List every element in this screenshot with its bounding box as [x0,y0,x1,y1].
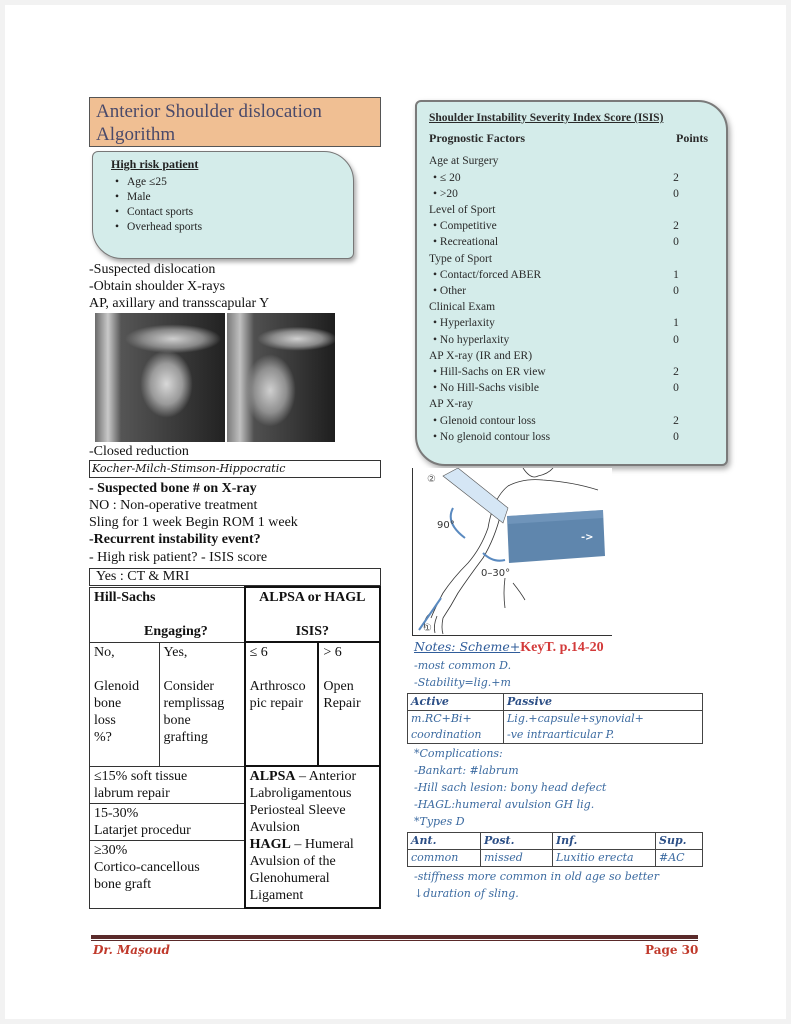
text-line: -ve intraarticular P. [507,728,615,741]
step-obtain-xrays: -Obtain shoulder X-rays [89,279,226,294]
yes-engaging-cell [159,642,245,766]
text-line: m.RC+Bi+ [411,712,472,725]
points-value: 0 [673,430,679,443]
list-item: • Age ≤25 [127,175,353,190]
hagl-definition: – Humeral Avulsion of the Glenohumeral Ligament [249,837,354,903]
text-line: Glenoid [94,678,140,694]
reduction-methods-box: Kocher-Milch-Stimson-Hippocratic [89,460,381,478]
factor-label: • Recreational [429,234,498,250]
engaging-label: Engaging? [144,623,208,639]
isis-group-name: AP X-ray (IR and ER) [429,349,533,362]
isis-score-box [415,100,728,466]
text-line: Open [323,679,354,694]
angle-0-30-label: 0–30° [481,568,511,579]
text-line: coordination [411,728,482,741]
step-suspected-bone-fracture: - Suspected bone # on X-ray [89,481,257,496]
factor-label: • Other [429,283,466,299]
list-item: • Overhead sports [127,220,353,235]
text-line: ≥30% [94,842,128,858]
notes-scheme-label: Notes: Scheme+ [414,639,521,654]
factor-label: • ≤ 20 [429,170,461,186]
list-item: • Contact sports [127,205,353,220]
step-suspected-dislocation: -Suspected dislocation [89,262,216,277]
latarjet-cell [90,803,245,840]
stiffness-note-cont: ↓duration of sling. [414,887,519,900]
factor-label: • No glenoid contour loss [429,429,550,445]
isis-group-name: Age at Surgery [429,155,499,168]
complication-bankart: -Bankart: #labrum [414,764,519,777]
passive-header: Passive [504,694,703,711]
points-value: 2 [673,366,679,379]
isis-row [429,332,712,348]
factor-label: • Hyperlaxity [429,315,495,331]
isis-row [429,170,712,186]
gt6-detail [323,678,375,712]
isis-row [429,218,712,234]
complication-hagl: -HAGL:humeral avulsion GH lig. [414,798,595,811]
step-xray-views: AP, axillary and transscapular Y [89,296,270,311]
isis-title: Shoulder Instability Severity Index Score (ISIS) [429,112,664,124]
text-line: labrum repair [94,785,170,801]
prognostic-factors-header: Prognostic Factors [429,131,526,146]
yes-label: Yes, [163,644,188,660]
isis-row [429,234,712,250]
text-line: bone [163,712,191,728]
points-value: 2 [673,171,679,184]
factor-label: • >20 [429,186,458,202]
isis-group [429,153,712,202]
factor-label: • Hill-Sachs on ER view [429,364,546,380]
step-sling: Sling for 1 week Begin ROM 1 week [89,515,298,530]
notes-heading [414,639,604,656]
alpsa-definition: – Anterior Labroligamentous Periosteal Sleeve Avulsion [249,769,357,835]
alpsa-hagl-header [245,587,380,642]
text-line: remplissag [163,695,225,711]
text-line: Latarjet procedur [94,822,191,838]
arm-sling-drawing [413,468,612,636]
stiffness-note: -stiffness more common in old age so better [414,870,659,883]
points-value: 1 [673,268,679,281]
type-sup-value: #AC [656,850,703,867]
step-2-marker: ② [427,474,436,485]
no-label: No, [94,644,115,660]
decision-table [89,586,381,909]
note-line: -most common D. [414,659,512,672]
type-ant-header: Ant. [408,833,481,850]
isis-group [429,251,712,300]
isis-row [429,429,712,445]
factor-label: • Contact/forced ABER [429,267,541,283]
isis-row [429,283,712,299]
text-line: %? [94,729,112,745]
isis-group-name: AP X-ray [429,398,473,411]
isis-header-row [429,130,712,146]
isis-group-name: Level of Sport [429,204,496,217]
isis-group [429,348,712,397]
isis-question-label: ISIS? [295,624,330,639]
complication-hill-sachs: -Hill sach lesion: bony head defect [414,781,607,794]
text-line: Repair [323,696,361,711]
le6-label: ≤ 6 [249,645,268,660]
alpsa-hagl-label: ALPSA or HAGL [259,590,366,605]
no-detail [94,678,155,746]
footer-divider [91,935,698,939]
alpsa-term: ALPSA [249,769,296,784]
isis-row [429,186,712,202]
factor-label: • No hyperlaxity [429,332,509,348]
step-non-operative: NO : Non-operative treatment [89,498,258,513]
passive-cell [504,711,703,744]
points-value: 0 [673,285,679,298]
hill-sachs-label: Hill-Sachs [94,589,156,605]
text-line: 15-30% [94,805,139,821]
active-cell [408,711,504,744]
isis-group [429,299,712,348]
type-ant-value: common [408,850,481,867]
isis-row [429,315,712,331]
no-engaging-cell [90,642,160,766]
text-line: loss [94,712,116,728]
sling-arrow-label: -> [581,532,594,543]
isis-le6-cell [245,642,319,766]
type-sup-header: Sup. [656,833,703,850]
step-closed-reduction: -Closed reduction [89,444,189,459]
active-header: Active [408,694,504,711]
text-line: bone [94,695,122,711]
points-value: 0 [673,187,679,200]
text-line: grafting [163,729,208,745]
isis-row [429,413,712,429]
text-line: pic repair [249,696,303,711]
soft-tissue-repair-cell [90,766,245,803]
stability-table [407,693,703,744]
text-line: bone graft [94,876,152,892]
type-post-header: Post. [481,833,553,850]
points-value: 0 [673,333,679,346]
factor-label: • Competitive [429,218,497,234]
types-heading: *Types D [414,815,465,828]
footer-page-number: Page 30 [645,943,699,957]
definitions-cell [245,766,380,908]
type-inf-header: Inf. [553,833,656,850]
points-value: 2 [673,220,679,233]
gt6-label: > 6 [323,645,342,660]
factor-label: • Glenoid contour loss [429,413,536,429]
factor-label: • No Hill-Sachs visible [429,380,539,396]
hill-sachs-header [90,587,245,642]
sling-illustration [412,468,612,636]
isis-group-name: Clinical Exam [429,301,496,314]
complications-heading: *Complications: [414,747,503,760]
text-line: Consider [163,678,215,694]
high-risk-list [111,175,353,235]
dislocation-types-table [407,832,703,867]
bone-graft-cell [90,840,245,908]
text-line: ≤15% soft tissue [94,768,188,784]
step-recurrent-instability: -Recurrent instability event? [89,532,261,547]
points-value: 0 [673,236,679,249]
points-value: 2 [673,414,679,427]
notes-reference: KeyT. p.14-20 [520,640,604,655]
step-high-risk-question: - High risk patient? - ISIS score [89,550,268,565]
points-value: 0 [673,382,679,395]
list-item: • Male [127,190,353,205]
yes-ct-mri-box: Yes : CT & MRI [89,568,381,586]
text-line: Arthrosco [249,679,306,694]
hagl-term: HAGL [249,837,291,852]
text-line: Lig.+capsule+synovial+ [507,712,644,725]
type-post-value: missed [481,850,553,867]
isis-group [429,202,712,251]
points-header: Points [675,131,708,146]
high-risk-title: High risk patient [111,157,199,171]
footer-divider-thin [91,940,698,941]
isis-row [429,364,712,380]
xray-image-y [227,313,335,442]
yes-detail [164,678,240,746]
note-line: -Stability=lig.+m [414,676,511,689]
isis-gt6-cell [318,642,380,766]
angle-90-label: 90° [437,520,455,531]
isis-group-name: Type of Sport [429,252,493,265]
type-inf-value: Luxitio erecta [553,850,656,867]
points-value: 1 [673,317,679,330]
text-line: Cortico-cancellous [94,859,200,875]
xray-image-ap [95,313,225,442]
le6-detail [250,678,314,712]
footer-author: Dr. Maşoud [93,943,170,957]
page-title: Anterior Shoulder dislocation Algorithm [89,97,381,147]
step-1-marker: ① [423,623,432,634]
isis-row [429,267,712,283]
isis-row [429,380,712,396]
isis-group [429,396,712,445]
high-risk-callout [92,151,354,259]
